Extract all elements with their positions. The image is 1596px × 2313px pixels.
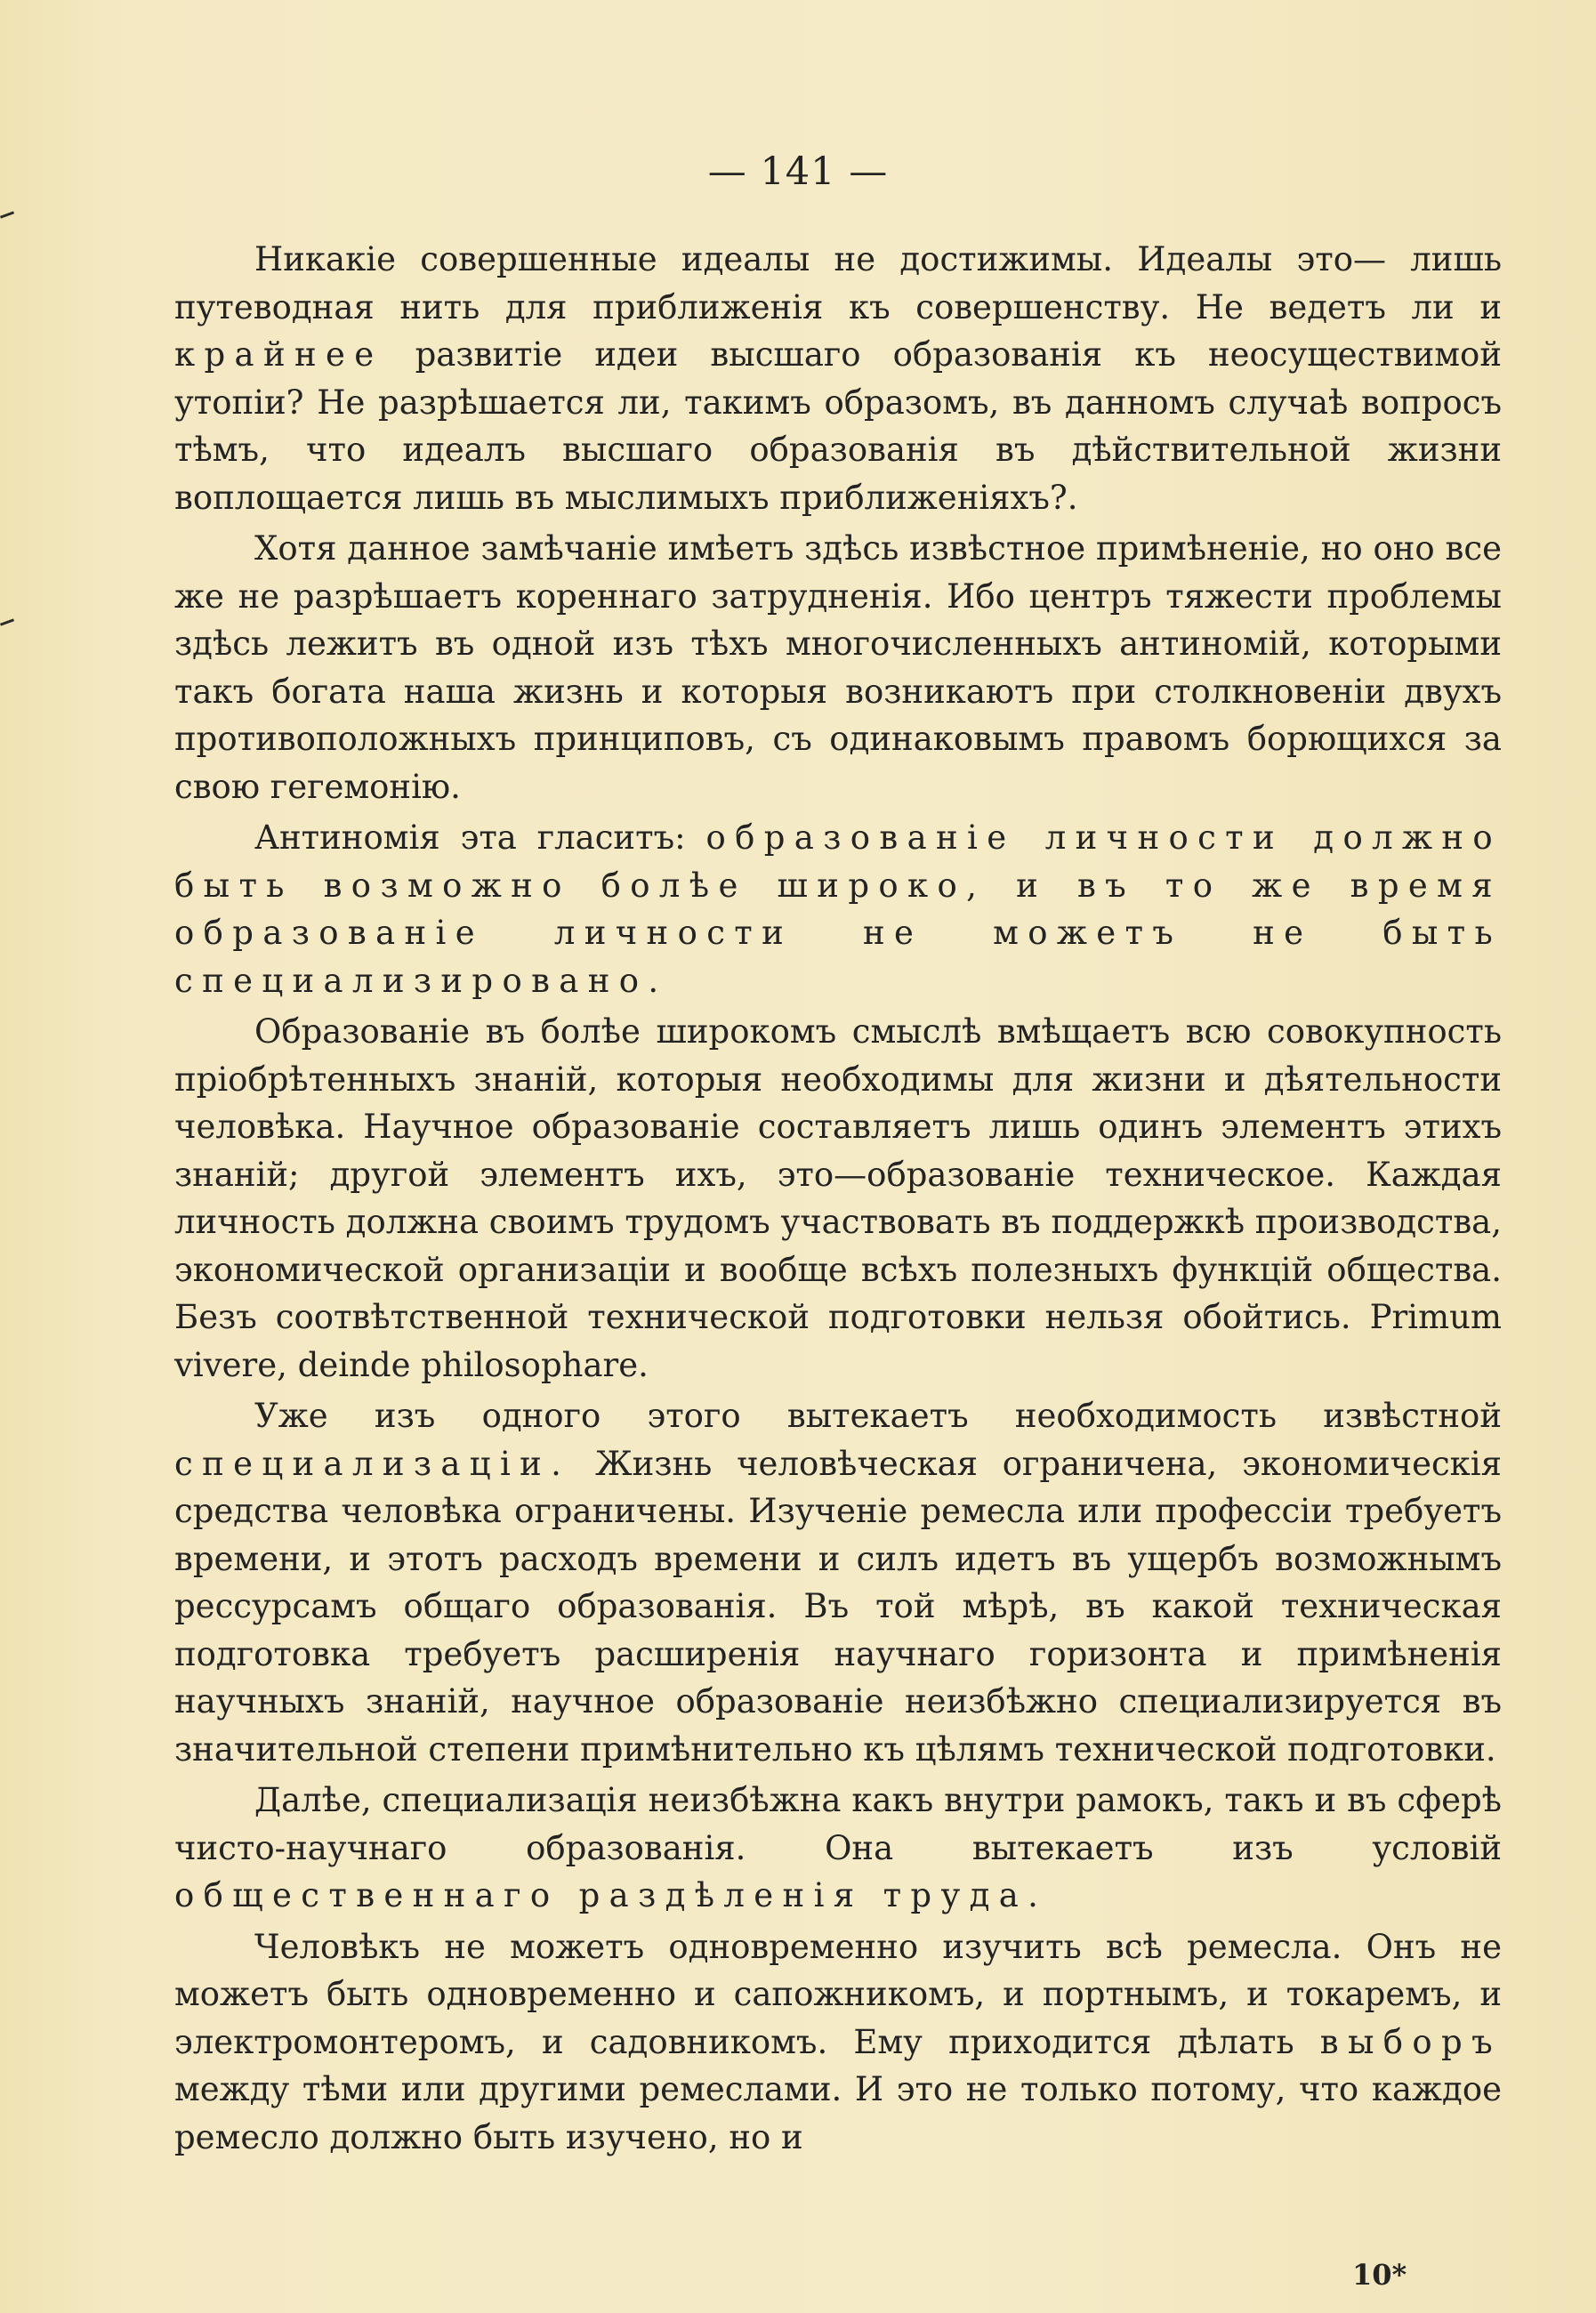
margin-mark <box>0 211 14 218</box>
paragraph-text: Антиномія эта гласитъ: <box>254 818 706 857</box>
spaced-emphasis: специализаціи. <box>174 1444 571 1483</box>
spaced-emphasis: крайнее <box>174 335 383 374</box>
paragraph-text: Уже изъ одного этого вытекаетъ необходимость извѣстной <box>254 1397 1502 1435</box>
paragraph <box>174 1923 1502 2162</box>
paragraph-text: Никакіе совершенные идеалы не достижимы. Идеалы это— лишь путеводная нить для приближенія къ совершенству. Не ведетъ ли и <box>174 240 1502 326</box>
margin-mark <box>0 618 14 625</box>
spaced-emphasis: выборъ <box>1319 2022 1502 2061</box>
paragraph-text: между тѣми или другими ремеслами. И это не только потому, что каждое ремесло должно быть изучено, но и <box>174 2070 1502 2156</box>
paragraph <box>174 814 1502 1004</box>
spaced-emphasis: общественнаго раздѣленія труда. <box>174 1876 1048 1914</box>
paragraph-text: развитіе идеи высшаго образованія къ неосуществимой утопіи? Не разрѣшается ли, такимъ образомъ, въ данномъ случаѣ вопросъ тѣмъ, что идеалъ высшаго образованія въ дѣйствительной жизни воплощается лишь въ мыслимыхъ приближеніяхъ?. <box>174 335 1502 517</box>
paragraph-text: Человѣкъ не можетъ одновременно изучить всѣ ремесла. Онъ не можетъ быть одновременно и сапожникомъ, и портнымъ, и токаремъ, и электромонтеромъ, и садовникомъ. Ему приходится дѣлать <box>174 1927 1502 2061</box>
page-body-text <box>174 236 1502 2161</box>
paragraph <box>174 1008 1502 1389</box>
paragraph <box>174 1777 1502 1920</box>
paragraph-text: Хотя данное замѣчаніе имѣетъ здѣсь извѣстное примѣненіе, но оно все же не разрѣшаетъ кореннаго затрудненія. Ибо центръ тяжести проблемы здѣсь лежитъ въ одной изъ тѣхъ многочисленныхъ антиномій, которыми такъ богата наша жизнь и которыя возникаютъ при столкновеніи двухъ противоположныхъ принциповъ, съ одинаковымъ правомъ борющихся за свою гегемонію. <box>174 529 1502 806</box>
paragraph-text: Жизнь человѣческая ограничена, экономическія средства человѣка ограничены. Изученіе ремесла или профессіи требуетъ времени, и этотъ расходъ времени и силъ идетъ въ ущербъ возможнымъ рессурсамъ общаго образованія. Въ той мѣрѣ, въ какой техническая подготовка требуетъ расширенія научнаго горизонта и примѣненія научныхъ знаній, научное образованіе неизбѣжно специализируется въ значительной степени примѣнительно къ цѣлямъ технической подготовки. <box>174 1444 1502 1769</box>
page-number: — 141 — <box>707 149 889 194</box>
paragraph-text: Далѣе, специализація неизбѣжна какъ внутри рамокъ, такъ и въ сферѣ чисто-научнаго образованія. Она вытекаетъ изъ условій <box>174 1781 1502 1867</box>
paragraph <box>174 1392 1502 1773</box>
paragraph <box>174 525 1502 810</box>
paragraph-text: Образованіе въ болѣе широкомъ смыслѣ вмѣщаетъ всю совокупность пріобрѣтенныхъ знаній, которыя необходимы для жизни и дѣятельности человѣка. Научное образованіе составляетъ лишь одинъ элементъ этихъ знаній; другой элементъ ихъ, это—образованіе техническое. Каждая личность должна своимъ трудомъ участвовать въ поддержкѣ производства, экономической организаціи и вообще всѣхъ полезныхъ функцій общества. Безъ соотвѣтственной технической подготовки нельзя обойтись. Primum vivere, deinde philosophare. <box>174 1012 1502 1384</box>
spaced-emphasis: образованіе личности должно быть возможно болѣе широко, и въ то же время образованіе личности не можетъ не быть специализировано. <box>174 818 1502 1000</box>
paragraph <box>174 236 1502 521</box>
signature-mark: 10* <box>1352 2258 1407 2292</box>
